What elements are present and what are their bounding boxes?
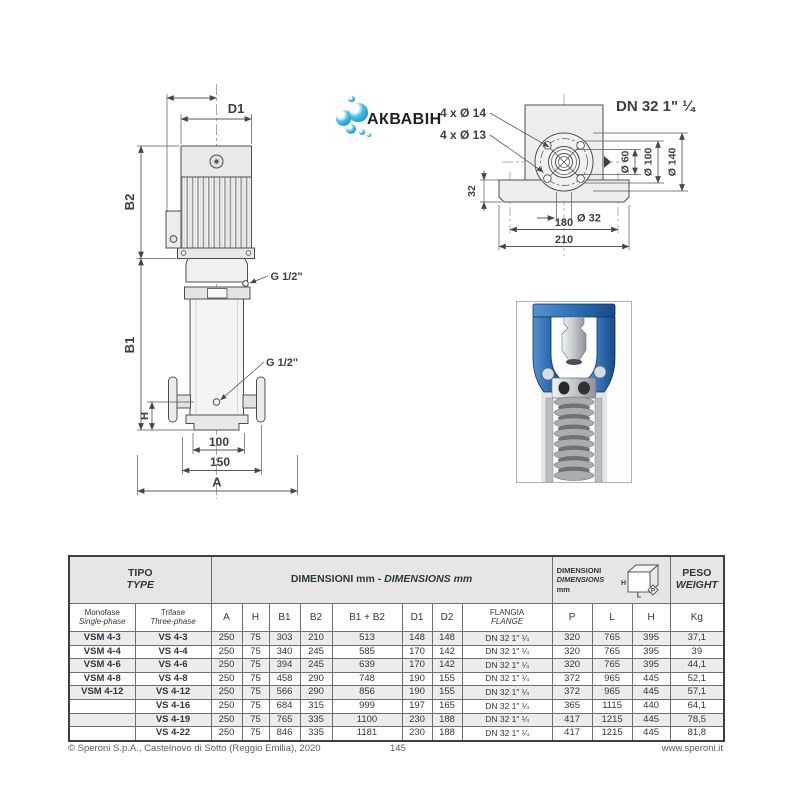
table-cell: 52,1 (670, 672, 724, 686)
table-cell: 250 (211, 699, 242, 713)
table-cell: 395 (632, 659, 670, 673)
table-cell: 445 (632, 686, 670, 700)
header-dimensions (211, 556, 552, 604)
table-cell: 37,1 (670, 632, 724, 646)
table-cell: 372 (552, 686, 592, 700)
table-row (69, 632, 724, 646)
table-cell: 445 (632, 672, 670, 686)
table-cell: VS 4-22 (135, 727, 211, 741)
table-cell (69, 727, 135, 741)
table-cell: DN 32 1" ¼ (462, 645, 552, 659)
col-label-en: FLANGE (491, 616, 524, 626)
header-dim2-en: DIMENSIONS (556, 575, 605, 585)
table-cell: 320 (552, 632, 592, 646)
table-row (69, 659, 724, 673)
copyright-text: © Speroni S.p.A., Castelnovo di Sotto (Reggio Emilia), 2020 (68, 743, 321, 754)
table-cell: VS 4-8 (135, 672, 211, 686)
table-cell: 75 (242, 632, 269, 646)
table-cell: 585 (332, 645, 402, 659)
table-cell: 170 (402, 645, 432, 659)
col-b2: B2 (300, 604, 332, 632)
table-body (69, 632, 724, 741)
dim-label-32: 32 (466, 185, 478, 197)
table-cell: 303 (269, 632, 300, 646)
header-type: TYPE (126, 579, 154, 591)
col-flangia (462, 604, 552, 632)
table-cell (69, 713, 135, 727)
dim-label-100: 100 (208, 435, 230, 449)
col-b1: B1 (269, 604, 300, 632)
table-cell: 765 (592, 632, 632, 646)
table-cell: VSM 4-8 (69, 672, 135, 686)
dim-label-dia140: Ø 140 (666, 147, 679, 177)
table-cell: DN 32 1" ¼ (462, 699, 552, 713)
table-cell: 395 (632, 632, 670, 646)
table-cell: 965 (592, 686, 632, 700)
table-cell: 170 (402, 659, 432, 673)
table-cell: 566 (269, 686, 300, 700)
table-cell: 250 (211, 672, 242, 686)
table-cell: 155 (432, 686, 462, 700)
table-row (69, 645, 724, 659)
table-cell: 372 (552, 672, 592, 686)
table-cell: 684 (269, 699, 300, 713)
table-cell: 188 (432, 713, 462, 727)
table-header-row-1 (69, 556, 724, 604)
label-4x-dia14: 4 x Ø 14 (440, 106, 487, 120)
table-cell: 315 (300, 699, 332, 713)
table-cell: 417 (552, 727, 592, 741)
dim-label-150: 150 (209, 455, 231, 469)
table-cell: 1100 (332, 713, 402, 727)
table-cell: 335 (300, 713, 332, 727)
table-cell: 64,1 (670, 699, 724, 713)
table-cell: 445 (632, 727, 670, 741)
col-h: H (242, 604, 269, 632)
col-a: A (211, 604, 242, 632)
table-cell: VS 4-16 (135, 699, 211, 713)
col-kg: Kg (670, 604, 724, 632)
table-cell: 142 (432, 645, 462, 659)
table-cell: 365 (552, 699, 592, 713)
dim-label-210: 210 (554, 234, 574, 246)
col-trifase (135, 604, 211, 632)
table-header-row-2 (69, 604, 724, 632)
table-cell: 245 (300, 645, 332, 659)
table-cell: DN 32 1" ¼ (462, 632, 552, 646)
table-cell: 440 (632, 699, 670, 713)
col-d2: D2 (432, 604, 462, 632)
dim-label-b2: B2 (122, 193, 137, 211)
header-dimensioni-mm: DIMENSIONI mm - (290, 573, 382, 586)
port-label-g12-bottom: G 1/2" (266, 357, 299, 369)
table-cell: 155 (432, 672, 462, 686)
table-cell: VSM 4-6 (69, 659, 135, 673)
table-cell: 250 (211, 632, 242, 646)
dim-label-a: A (212, 474, 222, 490)
col-p: P (552, 604, 592, 632)
table-cell: 78,5 (670, 713, 724, 727)
col-d1: D1 (402, 604, 432, 632)
table-cell: 245 (300, 659, 332, 673)
dim-label-dia32: Ø 32 (577, 212, 601, 225)
table-cell: 190 (402, 686, 432, 700)
table-cell: 81,8 (670, 727, 724, 741)
col-l: L (592, 604, 632, 632)
header-peso-weight (670, 556, 724, 604)
table-cell: 230 (402, 713, 432, 727)
col-label: FLANGIA (489, 607, 525, 617)
bubble-icon (348, 103, 367, 122)
table-cell: 75 (242, 659, 269, 673)
box-l-label: L (636, 592, 641, 598)
table-cell: 765 (592, 659, 632, 673)
label-dn32: DN 32 1" ¼ (616, 98, 695, 115)
bubble-icon (346, 124, 356, 134)
col-h2: H (632, 604, 670, 632)
box-h-label: H (620, 580, 626, 587)
table-cell: 320 (552, 645, 592, 659)
table-cell: 75 (242, 645, 269, 659)
col-label-en: Three-phase (150, 616, 196, 626)
dim-label-h: H (139, 412, 151, 420)
table-cell: 999 (332, 699, 402, 713)
table-cell: 765 (269, 713, 300, 727)
header-weight: WEIGHT (675, 579, 718, 591)
table-cell: 250 (211, 713, 242, 727)
table-cell: 250 (211, 645, 242, 659)
dim-label-dia100: Ø 100 (642, 147, 655, 177)
table-cell: 75 (242, 686, 269, 700)
table-cell: DN 32 1" ¼ (462, 686, 552, 700)
label-4x-dia13: 4 x Ø 13 (440, 128, 487, 142)
table-cell: 250 (211, 686, 242, 700)
table-row (69, 713, 724, 727)
table-cell: 44,1 (670, 659, 724, 673)
packing-box-icon (620, 562, 666, 598)
header-tipo-type (69, 556, 211, 604)
table-cell: 148 (432, 632, 462, 646)
table-cell: 458 (269, 672, 300, 686)
page-footer (0, 743, 800, 757)
table-cell: 965 (592, 672, 632, 686)
table-cell: 197 (402, 699, 432, 713)
table-cell: 335 (300, 727, 332, 741)
logo-text: АКВАВІН (367, 111, 442, 128)
table-cell: 445 (632, 713, 670, 727)
table-cell: VSM 4-12 (69, 686, 135, 700)
bubble-icon (348, 96, 355, 103)
table-cell: 1215 (592, 727, 632, 741)
pump-body-outline (166, 146, 265, 430)
table-cell: VSM 4-3 (69, 632, 135, 646)
table-cell: 210 (300, 632, 332, 646)
table-cell: 1115 (592, 699, 632, 713)
port-label-g12-top: G 1/2" (270, 271, 303, 283)
table-cell: VS 4-12 (135, 686, 211, 700)
table-cell: 395 (632, 645, 670, 659)
table-cell: 75 (242, 727, 269, 741)
bubble-icon (367, 133, 372, 138)
aquavin-logo (336, 94, 451, 144)
col-monofase (69, 604, 135, 632)
header-peso: PESO (682, 567, 712, 580)
header-dim2-it: DIMENSIONI (556, 565, 602, 575)
table-cell: 1215 (592, 713, 632, 727)
top-view-body (499, 105, 629, 202)
header-overall-dimensions (552, 556, 670, 604)
pump-cutaway-photo (516, 301, 632, 483)
table-row (69, 699, 724, 713)
table-cell: VS 4-6 (135, 659, 211, 673)
table-cell: 250 (211, 727, 242, 741)
table-cell: DN 32 1" ¼ (462, 727, 552, 741)
table-cell: 57,1 (670, 686, 724, 700)
table-cell: 320 (552, 659, 592, 673)
table-cell (69, 699, 135, 713)
header-dim2-mm: mm (556, 584, 570, 594)
col-label: Trifase (160, 607, 186, 617)
header-dimensions-mm: DIMENSIONS mm (384, 573, 473, 586)
table-cell: 417 (552, 713, 592, 727)
website-link[interactable]: www.speroni.it (661, 743, 723, 754)
table-cell: 765 (592, 645, 632, 659)
table-cell: 75 (242, 672, 269, 686)
table-cell: DN 32 1" ¼ (462, 659, 552, 673)
table-cell: 230 (402, 727, 432, 741)
table-cell: 394 (269, 659, 300, 673)
table-row (69, 686, 724, 700)
table-cell: VSM 4-4 (69, 645, 135, 659)
col-b1b2: B1 + B2 (332, 604, 402, 632)
table-cell: 513 (332, 632, 402, 646)
table-cell: 856 (332, 686, 402, 700)
pump-cutaway-shapes (533, 304, 615, 482)
table-cell: 1181 (332, 727, 402, 741)
table-cell: 846 (269, 727, 300, 741)
table-cell: VS 4-4 (135, 645, 211, 659)
table-cell: 250 (211, 659, 242, 673)
table-cell: 290 (300, 672, 332, 686)
table-cell: DN 32 1" ¼ (462, 713, 552, 727)
table-cell: 39 (670, 645, 724, 659)
table-cell: 75 (242, 713, 269, 727)
pump-cutaway-graphic (517, 302, 631, 482)
table-cell: 165 (432, 699, 462, 713)
table-cell: 75 (242, 699, 269, 713)
table-cell: 639 (332, 659, 402, 673)
table-cell: 142 (432, 659, 462, 673)
table-cell: DN 32 1" ¼ (462, 672, 552, 686)
pump-front-drawing (118, 78, 330, 508)
table-row (69, 672, 724, 686)
col-label-en: Single-phase (78, 616, 126, 626)
table-cell: 188 (432, 727, 462, 741)
table-cell: 748 (332, 672, 402, 686)
table-cell: 290 (300, 686, 332, 700)
page-number: 145 (390, 743, 406, 754)
table-cell: 340 (269, 645, 300, 659)
dim-label-d1: D1 (227, 101, 245, 116)
dim-label-180: 180 (554, 217, 574, 229)
table-cell: 148 (402, 632, 432, 646)
table-row (69, 727, 724, 741)
table-cell: 190 (402, 672, 432, 686)
dim-label-b1: B1 (122, 336, 137, 354)
dimensions-table (68, 555, 725, 742)
col-label: Monofase (84, 607, 120, 617)
box-p-label: P (650, 587, 655, 595)
pump-top-drawing (423, 88, 725, 260)
bubble-icon (359, 129, 365, 135)
dim-label-dia60: Ø 60 (619, 150, 632, 174)
table-cell: VS 4-19 (135, 713, 211, 727)
table-cell: VS 4-3 (135, 632, 211, 646)
header-tipo: TIPO (127, 567, 153, 580)
